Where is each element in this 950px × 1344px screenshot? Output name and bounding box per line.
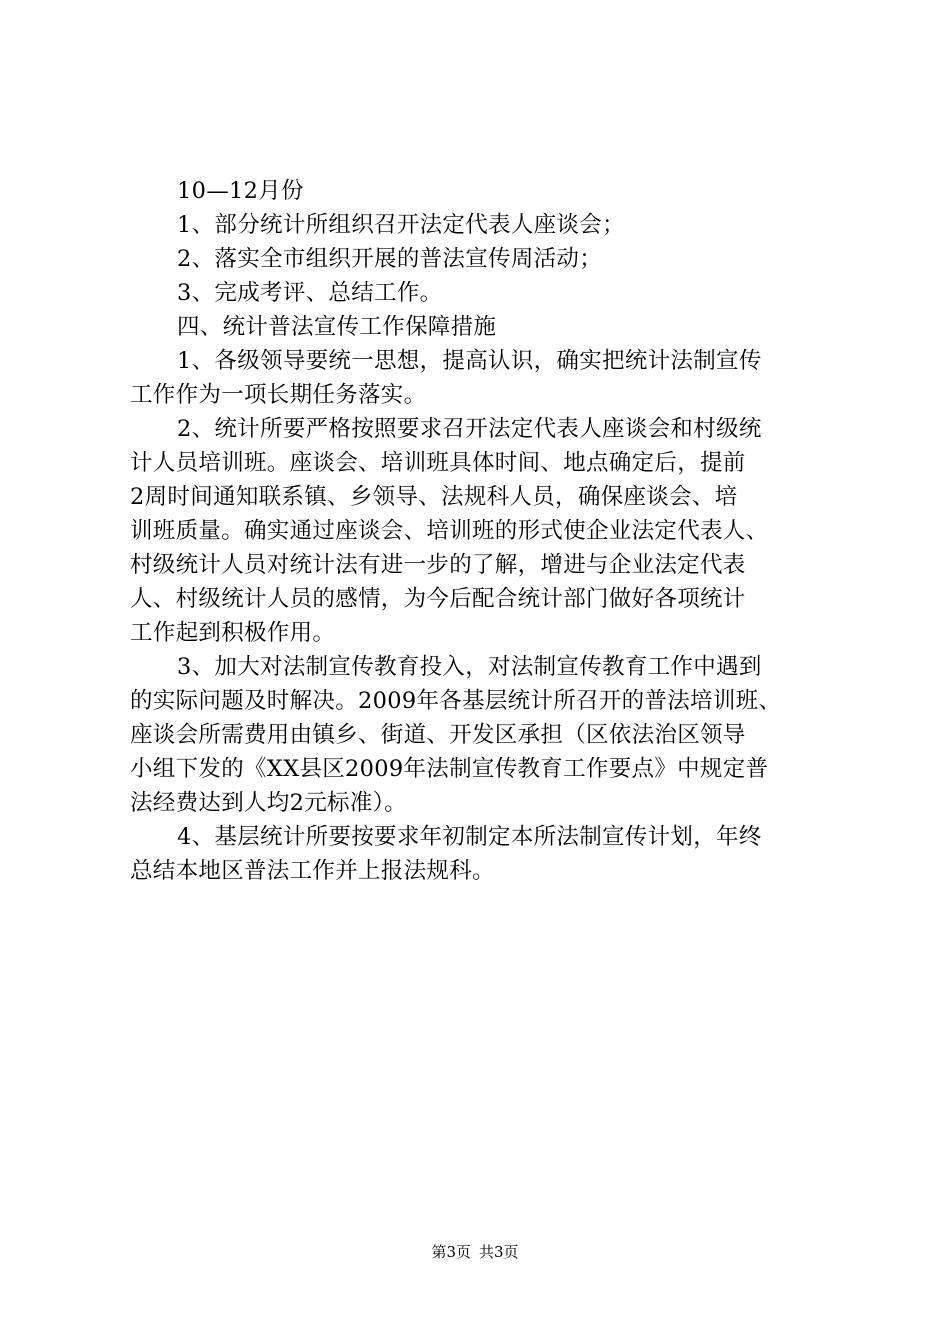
paragraph-line: 4、基层统计所要按要求年初制定本所法制宣传计划，年终 <box>177 824 762 850</box>
paragraph-line: 2、统计所要严格按照要求召开法定代表人座谈会和村级统 <box>177 416 762 442</box>
paragraph-line: 人、村级统计人员的感情，为今后配合统计部门做好各项统计 <box>130 586 746 612</box>
page-number: 第3页 <box>431 1243 471 1261</box>
paragraph-line: 的实际问题及时解决。2009年各基层统计所召开的普法培训班、 <box>130 688 782 714</box>
paragraph-line: 2周时间通知联系镇、乡领导、法规科人员，确保座谈会、培 <box>130 484 738 510</box>
paragraph-line: 计人员培训班。座谈会、培训班具体时间、地点确定后，提前 <box>130 450 746 476</box>
document-body <box>130 174 835 888</box>
paragraph-line: 工作作为一项长期任务落实。 <box>130 382 427 408</box>
list-item: 2、落实全市组织开展的普法宣传周活动； <box>177 246 603 272</box>
list-item: 3、完成考评、总结工作。 <box>177 280 443 306</box>
list-item: 1、部分统计所组织召开法定代表人座谈会； <box>177 212 625 238</box>
section-period-heading: 10—12月份 <box>177 178 304 204</box>
section-heading: 四、统计普法宣传工作保障措施 <box>177 314 497 340</box>
paragraph-line: 3、加大对法制宣传教育投入，对法制宣传教育工作中遇到 <box>177 654 762 680</box>
paragraph-line: 工作起到积极作用。 <box>130 620 336 646</box>
paragraph-line: 座谈会所需费用由镇乡、街道、开发区承担（区依法治区领导 <box>130 722 746 748</box>
paragraph-line: 村级统计人员对统计法有进一步的了解，增进与企业法定代表 <box>130 552 746 578</box>
page-total: 共3页 <box>479 1243 519 1261</box>
paragraph-line: 小组下发的《XX县区2009年法制宣传教育工作要点》中规定普 <box>130 756 769 782</box>
page-footer <box>0 1242 950 1262</box>
paragraph-line: 训班质量。确实通过座谈会、培训班的形式使企业法定代表人、 <box>130 518 769 544</box>
paragraph-line: 总结本地区普法工作并上报法规科。 <box>130 858 495 884</box>
paragraph-line: 1、各级领导要统一思想，提高认识，确实把统计法制宣传 <box>177 348 762 374</box>
paragraph-line: 法经费达到人均2元标准）。 <box>130 790 407 816</box>
